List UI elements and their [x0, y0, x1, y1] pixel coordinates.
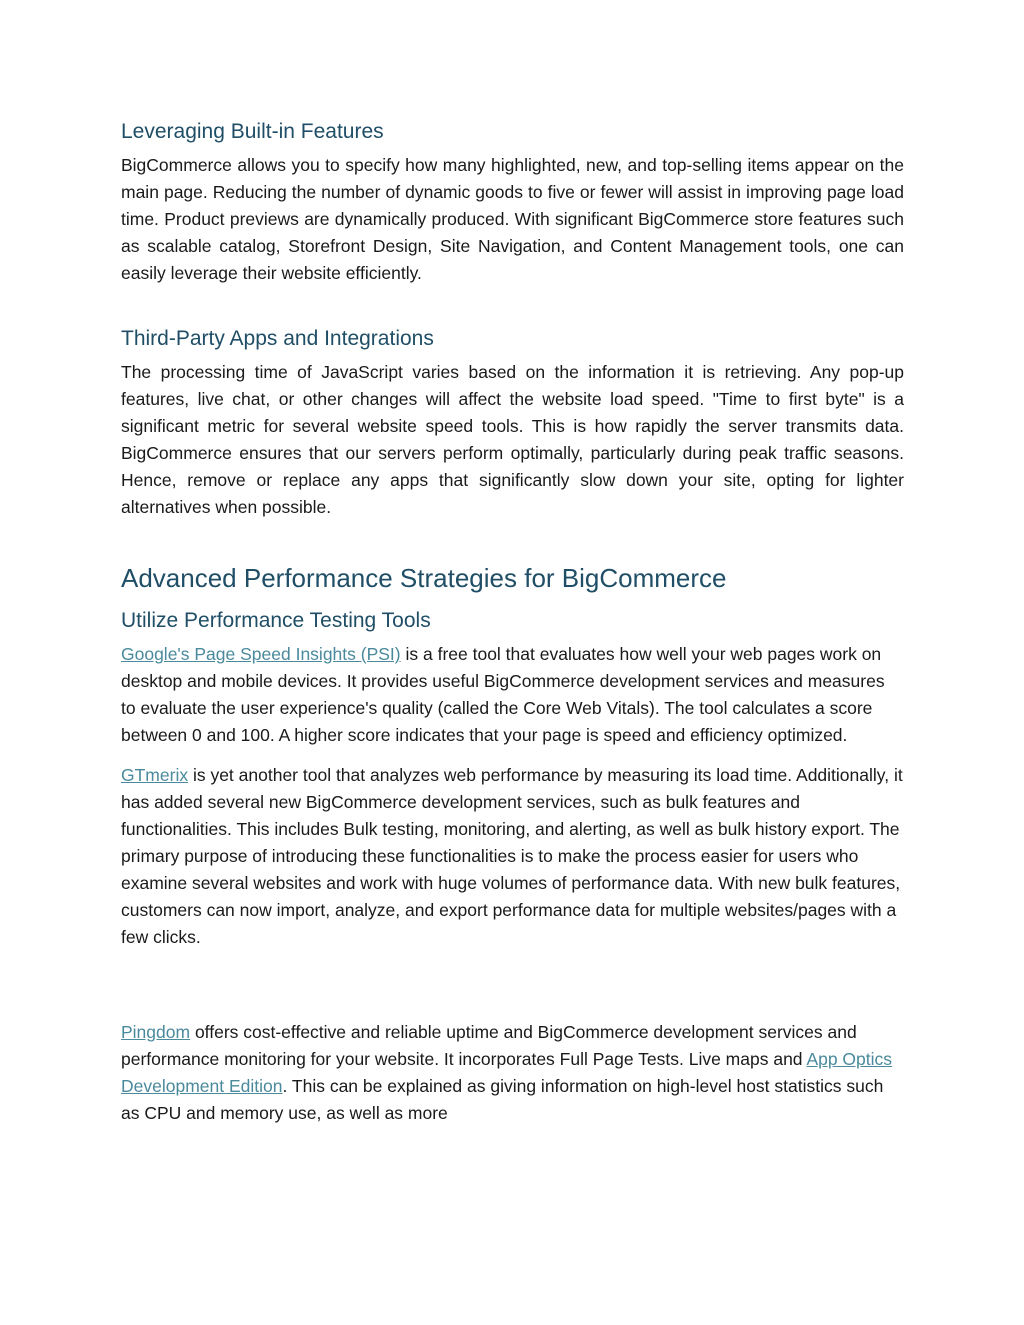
spacer	[121, 749, 904, 762]
spacer	[121, 521, 904, 561]
pingdom-text-2: . This can be explained as giving information on high-level host statistics such as CPU and memory use, as well as more	[121, 1076, 884, 1123]
gtmetrix-text: is yet another tool that analyzes web performance by measuring its load time. Additionally, it has added several new BigCommerce development services, such as bulk features and functionalities. This includes Bulk testing, monitoring, and alerting, as well as bulk history export. The primary purpose of introducing these functionalities is to make the process easier for users who examine several websites and work with huge volumes of performance data. With new bulk features, customers can now import, analyze, and export performance data for multiple websites/pages with a few clicks.	[121, 765, 903, 947]
section-heading-built-in-features: Leveraging Built-in Features	[121, 120, 384, 143]
pingdom-link[interactable]: Pingdom	[121, 1022, 191, 1042]
gtmetrix-link[interactable]: GTmerix	[121, 765, 189, 785]
section-body-third-party-apps: The processing time of JavaScript varies based on the information it is retrieving. Any pop-up features, live chat, or other changes will affect the website load speed. "Time to first byte" is a significant metric for several website speed tools. This is how rapidly the server transmits data. BigCommerce ensures that our servers perform optimally, particularly during peak traffic seasons. Hence, remove or replace any apps that significantly slow down your site, opting for lighter alternatives when possible.	[121, 362, 904, 517]
section-heading-third-party-apps: Third-Party Apps and Integrations	[121, 327, 434, 350]
section-body-built-in-features: BigCommerce allows you to specify how many highlighted, new, and top-selling items appear on the main page. Reducing the number of dynamic goods to five or fewer will assist in improving page load time. Product previews are dynamically produced. With significant BigCommerce store features such as scalable catalog, Storefront Design, Site Navigation, and Content Management tools, one can easily leverage their website efficiently.	[121, 155, 904, 283]
psi-paragraph	[121, 641, 904, 749]
spacer	[121, 951, 904, 1019]
pingdom-text-1: offers cost-effective and reliable uptime and BigCommerce development services and performance monitoring for your website. It incorporates Full Page Tests. Live maps and	[121, 1022, 857, 1069]
spacer	[121, 287, 904, 325]
pingdom-paragraph	[121, 1019, 904, 1127]
gtmetrix-paragraph	[121, 762, 904, 951]
psi-text: is a free tool that evaluates how well your web pages work on desktop and mobile devices. It provides useful BigCommerce development services and measures to evaluate the user experience's quality (called the Core Web Vitals). The tool calculates a score between 0 and 100. A higher score indicates that your page is speed and efficiency optimized.	[121, 644, 885, 745]
section-heading-testing-tools: Utilize Performance Testing Tools	[121, 609, 431, 632]
document-page	[121, 118, 904, 1127]
main-heading-advanced-strategies: Advanced Performance Strategies for BigCommerce	[121, 563, 727, 593]
psi-link[interactable]: Google's Page Speed Insights (PSI)	[121, 644, 401, 664]
app-optics-link[interactable]: App Optics Development Edition	[121, 1049, 893, 1096]
